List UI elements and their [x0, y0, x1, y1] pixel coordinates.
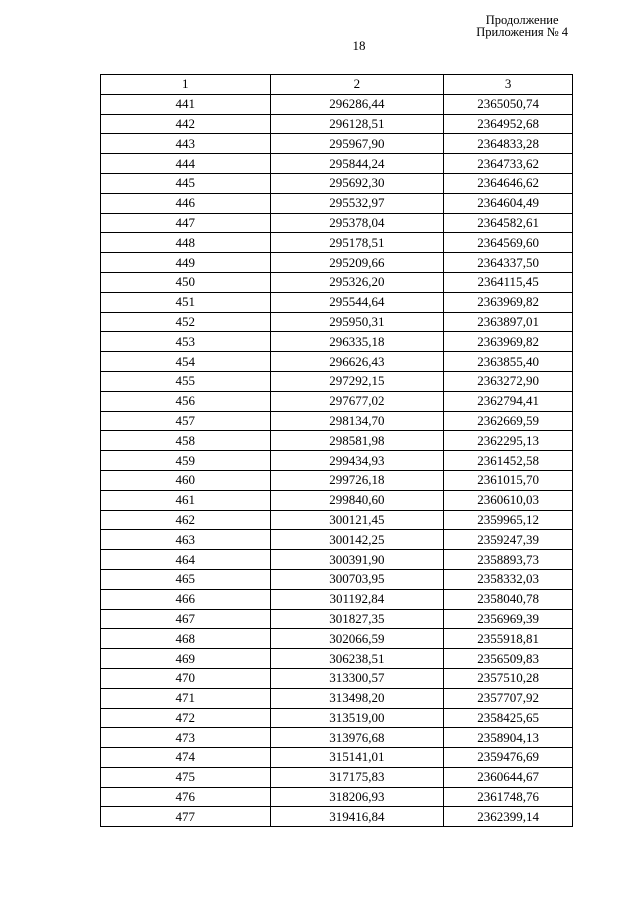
table-row	[101, 272, 573, 292]
table-row	[101, 173, 573, 193]
table-row	[101, 233, 573, 253]
x-coordinate-cell: 298134,70	[270, 411, 444, 431]
y-coordinate-cell: 2357510,28	[444, 668, 573, 688]
y-coordinate-cell: 2364337,50	[444, 253, 573, 273]
x-coordinate-cell: 302066,59	[270, 629, 444, 649]
coordinates-table	[100, 74, 573, 827]
y-coordinate-cell: 2363855,40	[444, 352, 573, 372]
y-coordinate-cell: 2356509,83	[444, 649, 573, 669]
table-row	[101, 787, 573, 807]
table-row	[101, 312, 573, 332]
x-coordinate-cell: 301192,84	[270, 589, 444, 609]
y-coordinate-cell: 2358904,13	[444, 728, 573, 748]
x-coordinate-cell: 296626,43	[270, 352, 444, 372]
x-coordinate-cell: 319416,84	[270, 807, 444, 827]
point-number-cell: 459	[101, 451, 271, 471]
y-coordinate-cell: 2363969,82	[444, 332, 573, 352]
column-header-2: 2	[270, 75, 444, 95]
point-number-cell: 464	[101, 550, 271, 570]
x-coordinate-cell: 300391,90	[270, 550, 444, 570]
table-row	[101, 371, 573, 391]
x-coordinate-cell: 296335,18	[270, 332, 444, 352]
point-number-cell: 444	[101, 154, 271, 174]
y-coordinate-cell: 2363897,01	[444, 312, 573, 332]
point-number-cell: 457	[101, 411, 271, 431]
x-coordinate-cell: 295844,24	[270, 154, 444, 174]
x-coordinate-cell: 313498,20	[270, 688, 444, 708]
y-coordinate-cell: 2363272,90	[444, 371, 573, 391]
table-row	[101, 609, 573, 629]
point-number-cell: 441	[101, 94, 271, 114]
table-row	[101, 193, 573, 213]
table-row	[101, 292, 573, 312]
point-number-cell: 450	[101, 272, 271, 292]
y-coordinate-cell: 2359247,39	[444, 530, 573, 550]
x-coordinate-cell: 313976,68	[270, 728, 444, 748]
table-row	[101, 332, 573, 352]
x-coordinate-cell: 295967,90	[270, 134, 444, 154]
table-row	[101, 134, 573, 154]
point-number-cell: 469	[101, 649, 271, 669]
point-number-cell: 475	[101, 767, 271, 787]
y-coordinate-cell: 2362399,14	[444, 807, 573, 827]
point-number-cell: 470	[101, 668, 271, 688]
table-row	[101, 767, 573, 787]
point-number-cell: 445	[101, 173, 271, 193]
x-coordinate-cell: 300142,25	[270, 530, 444, 550]
x-coordinate-cell: 295950,31	[270, 312, 444, 332]
point-number-cell: 456	[101, 391, 271, 411]
table-row	[101, 253, 573, 273]
point-number-cell: 447	[101, 213, 271, 233]
x-coordinate-cell: 313300,57	[270, 668, 444, 688]
x-coordinate-cell: 313519,00	[270, 708, 444, 728]
x-coordinate-cell: 295544,64	[270, 292, 444, 312]
x-coordinate-cell: 298581,98	[270, 431, 444, 451]
table-row	[101, 569, 573, 589]
point-number-cell: 458	[101, 431, 271, 451]
x-coordinate-cell: 296286,44	[270, 94, 444, 114]
table-row	[101, 391, 573, 411]
x-coordinate-cell: 300121,45	[270, 510, 444, 530]
point-number-cell: 474	[101, 748, 271, 768]
x-coordinate-cell: 301827,35	[270, 609, 444, 629]
point-number-cell: 451	[101, 292, 271, 312]
y-coordinate-cell: 2364733,62	[444, 154, 573, 174]
x-coordinate-cell: 315141,01	[270, 748, 444, 768]
table-row	[101, 411, 573, 431]
y-coordinate-cell: 2364646,62	[444, 173, 573, 193]
y-coordinate-cell: 2361748,76	[444, 787, 573, 807]
y-coordinate-cell: 2364569,60	[444, 233, 573, 253]
point-number-cell: 442	[101, 114, 271, 134]
table-row	[101, 94, 573, 114]
point-number-cell: 448	[101, 233, 271, 253]
point-number-cell: 465	[101, 569, 271, 589]
y-coordinate-cell: 2364582,61	[444, 213, 573, 233]
point-number-cell: 452	[101, 312, 271, 332]
y-coordinate-cell: 2360644,67	[444, 767, 573, 787]
point-number-cell: 468	[101, 629, 271, 649]
y-coordinate-cell: 2365050,74	[444, 94, 573, 114]
y-coordinate-cell: 2359965,12	[444, 510, 573, 530]
table-body	[101, 94, 573, 826]
x-coordinate-cell: 299726,18	[270, 470, 444, 490]
table-row	[101, 510, 573, 530]
appendix-label: Приложения № 4	[476, 25, 568, 39]
table-row	[101, 154, 573, 174]
table-row	[101, 451, 573, 471]
point-number-cell: 454	[101, 352, 271, 372]
x-coordinate-cell: 299434,93	[270, 451, 444, 471]
y-coordinate-cell: 2358040,78	[444, 589, 573, 609]
table-row	[101, 708, 573, 728]
table-row	[101, 470, 573, 490]
point-number-cell: 463	[101, 530, 271, 550]
x-coordinate-cell: 300703,95	[270, 569, 444, 589]
x-coordinate-cell: 295326,20	[270, 272, 444, 292]
y-coordinate-cell: 2364833,28	[444, 134, 573, 154]
table-row	[101, 550, 573, 570]
y-coordinate-cell: 2361015,70	[444, 470, 573, 490]
point-number-cell: 466	[101, 589, 271, 609]
table-row	[101, 589, 573, 609]
table-row	[101, 748, 573, 768]
x-coordinate-cell: 296128,51	[270, 114, 444, 134]
column-header-1: 1	[101, 75, 271, 95]
point-number-cell: 462	[101, 510, 271, 530]
point-number-cell: 467	[101, 609, 271, 629]
x-coordinate-cell: 295178,51	[270, 233, 444, 253]
point-number-cell: 455	[101, 371, 271, 391]
x-coordinate-cell: 317175,83	[270, 767, 444, 787]
y-coordinate-cell: 2361452,58	[444, 451, 573, 471]
table-row	[101, 431, 573, 451]
y-coordinate-cell: 2356969,39	[444, 609, 573, 629]
y-coordinate-cell: 2364952,68	[444, 114, 573, 134]
table-row	[101, 728, 573, 748]
x-coordinate-cell: 295209,66	[270, 253, 444, 273]
y-coordinate-cell: 2362794,41	[444, 391, 573, 411]
point-number-cell: 477	[101, 807, 271, 827]
table-header-row	[101, 75, 573, 95]
x-coordinate-cell: 318206,93	[270, 787, 444, 807]
page-number: 18	[352, 38, 366, 53]
x-coordinate-cell: 299840,60	[270, 490, 444, 510]
point-number-cell: 461	[101, 490, 271, 510]
table-row	[101, 352, 573, 372]
y-coordinate-cell: 2358425,65	[444, 708, 573, 728]
y-coordinate-cell: 2364115,45	[444, 272, 573, 292]
table-row	[101, 213, 573, 233]
point-number-cell: 471	[101, 688, 271, 708]
point-number-cell: 443	[101, 134, 271, 154]
column-header-3: 3	[444, 75, 573, 95]
point-number-cell: 449	[101, 253, 271, 273]
y-coordinate-cell: 2363969,82	[444, 292, 573, 312]
point-number-cell: 476	[101, 787, 271, 807]
y-coordinate-cell: 2358332,03	[444, 569, 573, 589]
table-row	[101, 807, 573, 827]
point-number-cell: 446	[101, 193, 271, 213]
x-coordinate-cell: 295378,04	[270, 213, 444, 233]
x-coordinate-cell: 297292,15	[270, 371, 444, 391]
point-number-cell: 473	[101, 728, 271, 748]
point-number-cell: 453	[101, 332, 271, 352]
continuation-label: Продолжение	[485, 13, 559, 27]
x-coordinate-cell: 306238,51	[270, 649, 444, 669]
point-number-cell: 472	[101, 708, 271, 728]
table-row	[101, 688, 573, 708]
x-coordinate-cell: 295532,97	[270, 193, 444, 213]
table-row	[101, 668, 573, 688]
table-row	[101, 629, 573, 649]
y-coordinate-cell: 2355918,81	[444, 629, 573, 649]
table-row	[101, 114, 573, 134]
y-coordinate-cell: 2364604,49	[444, 193, 573, 213]
y-coordinate-cell: 2362295,13	[444, 431, 573, 451]
y-coordinate-cell: 2359476,69	[444, 748, 573, 768]
table-row	[101, 490, 573, 510]
y-coordinate-cell: 2357707,92	[444, 688, 573, 708]
x-coordinate-cell: 295692,30	[270, 173, 444, 193]
table-row	[101, 530, 573, 550]
y-coordinate-cell: 2360610,03	[444, 490, 573, 510]
table-row	[101, 649, 573, 669]
appendix-continuation-header	[476, 14, 568, 38]
y-coordinate-cell: 2362669,59	[444, 411, 573, 431]
y-coordinate-cell: 2358893,73	[444, 550, 573, 570]
point-number-cell: 460	[101, 470, 271, 490]
x-coordinate-cell: 297677,02	[270, 391, 444, 411]
